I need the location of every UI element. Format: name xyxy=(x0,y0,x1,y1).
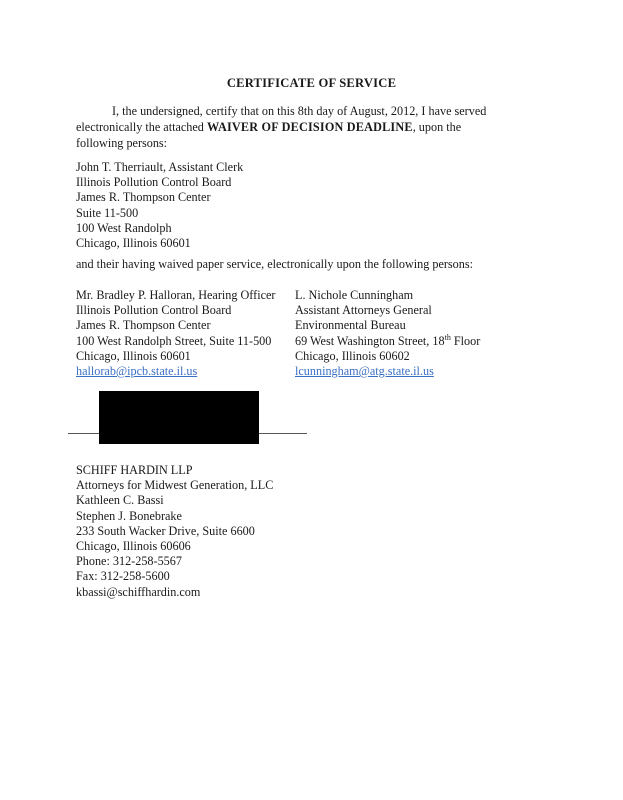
signature-line-text: Chicago, Illinois 60606 xyxy=(76,539,191,554)
email-link-halloran[interactable]: hallorab@ipcb.state.il.us xyxy=(76,364,198,379)
address-line: James R. Thompson Center xyxy=(76,318,211,333)
address-line: Chicago, Illinois 60601 xyxy=(76,348,191,363)
address-line: Illinois Pollution Control Board xyxy=(76,175,232,190)
recipient-clerk-address xyxy=(76,160,243,251)
document-title: CERTIFICATE OF SERVICE xyxy=(226,76,397,90)
signature-line-text: Attorneys for Midwest Generation, LLC xyxy=(76,478,274,493)
intro-paragraph xyxy=(76,103,506,151)
firm-name: SCHIFF HARDIN LLP xyxy=(76,463,193,477)
intro-text: I, the undersigned, certify that on this 8th day of August, 2012, I have served electronically the attached xyxy=(76,104,487,134)
address-line: 100 West Randolph Street, Suite 11-500 xyxy=(76,333,272,348)
address-line: Illinois Pollution Control Board xyxy=(76,303,232,318)
email-address: kbassi@schiffhardin.com xyxy=(76,584,201,599)
address-line: 100 West Randolph xyxy=(76,220,172,235)
address-line: James R. Thompson Center xyxy=(76,190,211,205)
address-line: Mr. Bradley P. Halloran, Hearing Officer xyxy=(76,288,276,302)
address-line: Chicago, Illinois 60602 xyxy=(295,348,410,363)
document-name: WAIVER OF DECISION DEADLINE xyxy=(206,120,413,134)
address-line: Suite 11-500 xyxy=(76,205,139,220)
address-line: Environmental Bureau xyxy=(295,318,406,333)
signature-line-left xyxy=(68,433,100,434)
address-line-street xyxy=(295,334,480,349)
signature-line-right xyxy=(259,433,307,434)
redacted-signature xyxy=(99,391,259,444)
signature-line-text: Kathleen C. Bassi xyxy=(76,493,164,508)
ordinal-suffix: th xyxy=(444,332,451,342)
address-line: Assistant Attorneys General xyxy=(295,303,432,318)
recipient-hearing-officer-address xyxy=(76,288,275,379)
signature-line-text: 233 South Wacker Drive, Suite 6600 xyxy=(76,523,255,538)
intro-text-end: , upon the following persons: xyxy=(76,120,462,150)
email-link-cunningham[interactable]: lcunningham@atg.state.il.us xyxy=(295,364,434,379)
street-text: 69 West Washington Street, 18 xyxy=(295,333,445,348)
address-line: L. Nichole Cunningham xyxy=(295,288,414,302)
signature-block xyxy=(76,463,273,600)
address-line: Chicago, Illinois 60601 xyxy=(76,236,191,251)
street-text-end: Floor xyxy=(450,333,481,348)
waived-service-sentence: and their having waived paper service, electronically upon the following persons: xyxy=(76,257,473,271)
fax-number: Fax: 312-258-5600 xyxy=(76,569,170,584)
phone-number: Phone: 312-258-5567 xyxy=(76,554,182,569)
recipient-attorney-general-address xyxy=(295,288,480,379)
address-line: John T. Therriault, Assistant Clerk xyxy=(76,160,244,174)
signature-line-text: Stephen J. Bonebrake xyxy=(76,508,182,523)
